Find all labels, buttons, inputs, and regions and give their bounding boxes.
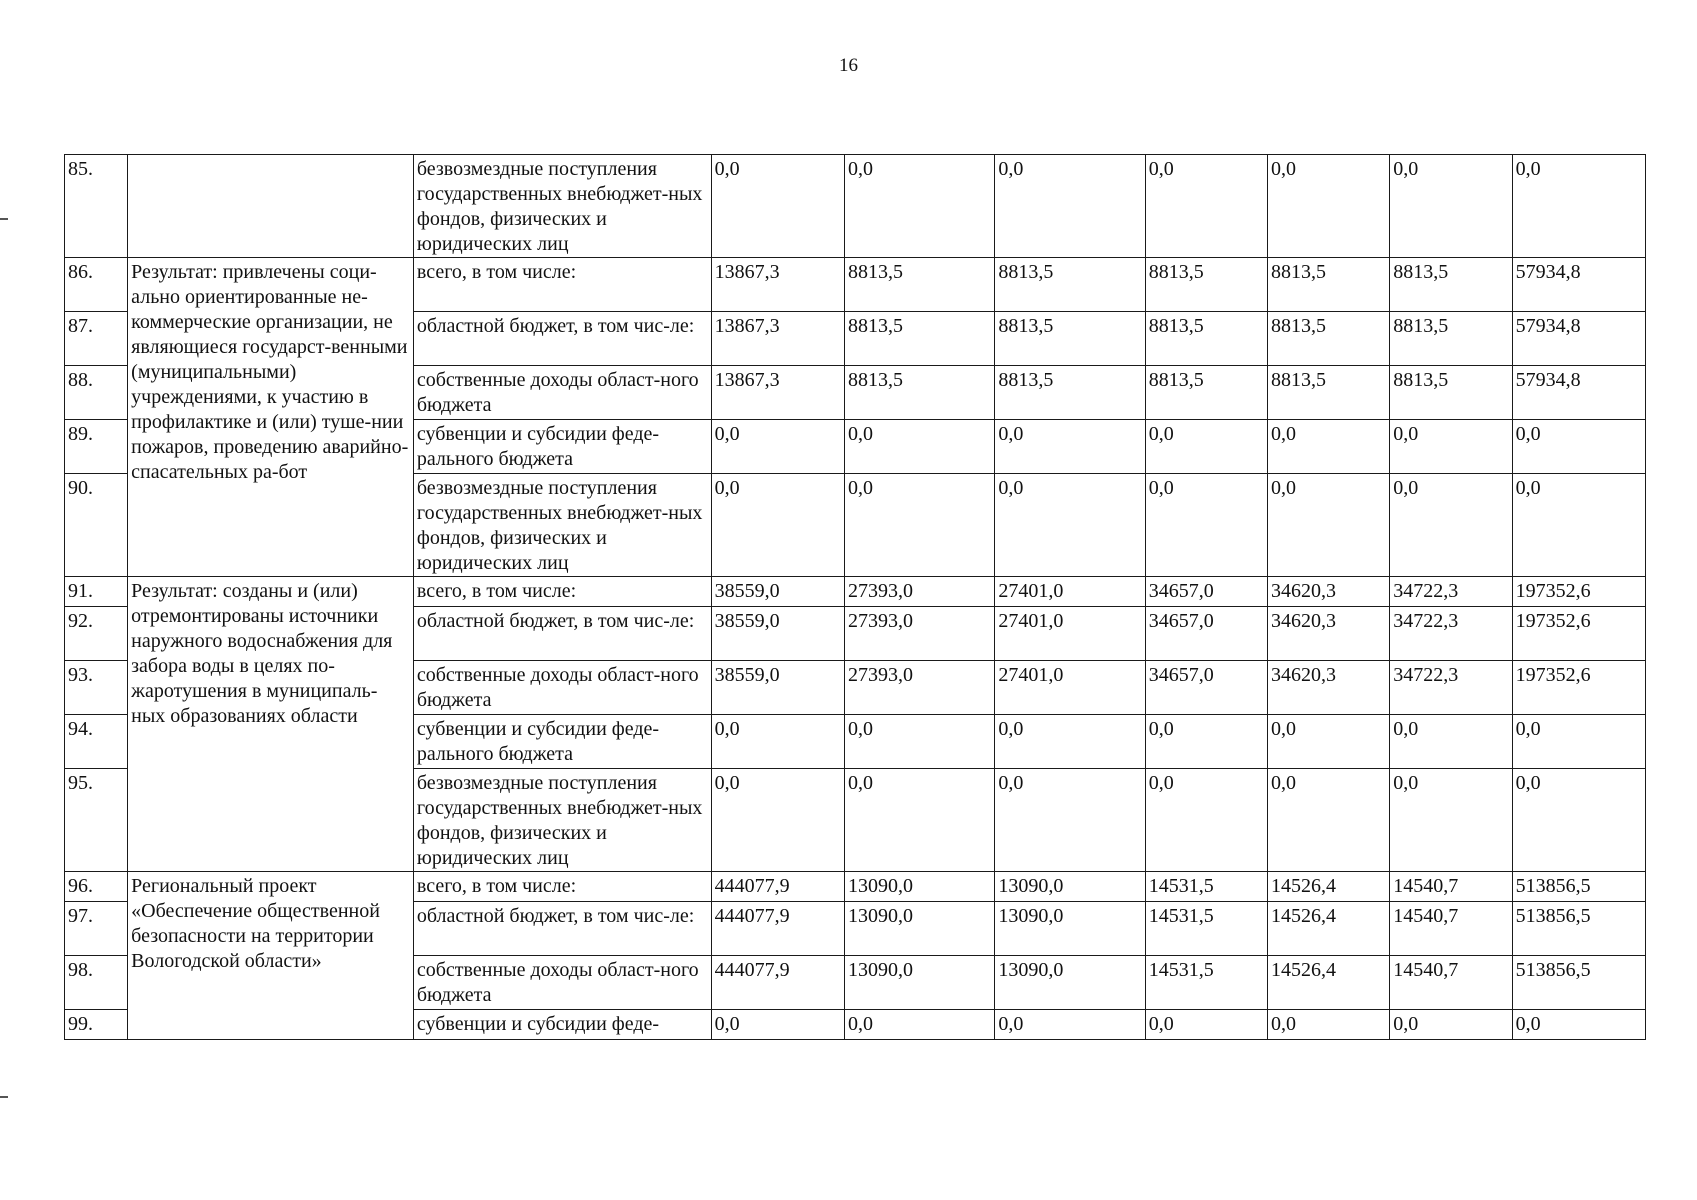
amount-cell: 0,0: [1512, 769, 1645, 872]
amount-cell: 444077,9: [711, 902, 844, 956]
amount-cell: 34722,3: [1390, 661, 1512, 715]
scan-speck: [0, 218, 8, 220]
funding-source: безвозмездные поступления государственных внебюджет-ных фондов, физических и юридических лиц: [413, 769, 711, 872]
amount-cell: 8813,5: [1390, 366, 1512, 420]
amount-cell: 197352,6: [1512, 661, 1645, 715]
amount-cell: 0,0: [1512, 715, 1645, 769]
amount-cell: 8813,5: [1145, 366, 1267, 420]
amount-cell: 34657,0: [1145, 577, 1267, 607]
amount-cell: 13090,0: [844, 872, 994, 902]
row-number: 92.: [65, 607, 128, 661]
amount-cell: 57934,8: [1512, 258, 1645, 312]
amount-cell: 8813,5: [995, 258, 1145, 312]
amount-cell: 8813,5: [995, 366, 1145, 420]
row-number: 89.: [65, 420, 128, 474]
amount-cell: 8813,5: [1268, 366, 1390, 420]
amount-cell: 0,0: [1390, 420, 1512, 474]
row-number: 88.: [65, 366, 128, 420]
amount-cell: 14540,7: [1390, 956, 1512, 1010]
amount-cell: 0,0: [1390, 715, 1512, 769]
amount-cell: 14531,5: [1145, 956, 1267, 1010]
amount-cell: 38559,0: [711, 577, 844, 607]
amount-cell: 8813,5: [1145, 312, 1267, 366]
amount-cell: 0,0: [1390, 155, 1512, 258]
amount-cell: 13090,0: [995, 872, 1145, 902]
row-number: 99.: [65, 1010, 128, 1040]
amount-cell: 13090,0: [844, 902, 994, 956]
amount-cell: 14526,4: [1268, 872, 1390, 902]
row-number: 97.: [65, 902, 128, 956]
row-number: 93.: [65, 661, 128, 715]
amount-cell: 0,0: [1145, 155, 1267, 258]
funding-source: областной бюджет, в том чис-ле:: [413, 312, 711, 366]
scan-speck: [0, 1096, 8, 1098]
amount-cell: 34722,3: [1390, 607, 1512, 661]
amount-cell: 0,0: [844, 769, 994, 872]
row-number: 95.: [65, 769, 128, 872]
amount-cell: 0,0: [1268, 715, 1390, 769]
row-number: 87.: [65, 312, 128, 366]
row-number: 86.: [65, 258, 128, 312]
amount-cell: 0,0: [1268, 420, 1390, 474]
amount-cell: 13090,0: [995, 956, 1145, 1010]
funding-source: безвозмездные поступления государственных внебюджет-ных фондов, физических и юридических лиц: [413, 155, 711, 258]
amount-cell: 0,0: [1145, 715, 1267, 769]
amount-cell: 27393,0: [844, 661, 994, 715]
funding-source: субвенции и субсидии феде-: [413, 1010, 711, 1040]
amount-cell: 0,0: [1145, 420, 1267, 474]
result-description: Результат: привлечены соци-ально ориентированные не-коммерческие организации, не являющиеся государст-венными (муниципальными) учреждениями, к участию в профилактике и (или) туше-нии пожаров, проведению аварийно-спасательных ра-бот: [128, 258, 414, 577]
amount-cell: 0,0: [1512, 474, 1645, 577]
amount-cell: 8813,5: [1145, 258, 1267, 312]
amount-cell: 197352,6: [1512, 607, 1645, 661]
amount-cell: 0,0: [711, 769, 844, 872]
amount-cell: 57934,8: [1512, 366, 1645, 420]
amount-cell: 0,0: [1390, 769, 1512, 872]
amount-cell: 0,0: [1268, 1010, 1390, 1040]
amount-cell: 0,0: [844, 155, 994, 258]
amount-cell: 13090,0: [844, 956, 994, 1010]
amount-cell: 8813,5: [844, 258, 994, 312]
amount-cell: 0,0: [1268, 769, 1390, 872]
amount-cell: 8813,5: [844, 312, 994, 366]
amount-cell: 8813,5: [1268, 258, 1390, 312]
amount-cell: 513856,5: [1512, 902, 1645, 956]
amount-cell: 8813,5: [1390, 312, 1512, 366]
amount-cell: 0,0: [844, 420, 994, 474]
amount-cell: 13090,0: [995, 902, 1145, 956]
amount-cell: 0,0: [1268, 155, 1390, 258]
amount-cell: 0,0: [1390, 474, 1512, 577]
funding-source: областной бюджет, в том чис-ле:: [413, 607, 711, 661]
table-row: [65, 258, 1646, 312]
row-number: 91.: [65, 577, 128, 607]
amount-cell: 0,0: [1145, 474, 1267, 577]
amount-cell: 57934,8: [1512, 312, 1645, 366]
amount-cell: 513856,5: [1512, 872, 1645, 902]
amount-cell: 13867,3: [711, 258, 844, 312]
amount-cell: 34620,3: [1268, 577, 1390, 607]
row-number: 96.: [65, 872, 128, 902]
amount-cell: 0,0: [1145, 1010, 1267, 1040]
table-row: [65, 577, 1646, 607]
amount-cell: 0,0: [1512, 155, 1645, 258]
amount-cell: 0,0: [1268, 474, 1390, 577]
amount-cell: 13867,3: [711, 312, 844, 366]
amount-cell: 0,0: [1512, 1010, 1645, 1040]
amount-cell: 197352,6: [1512, 577, 1645, 607]
budget-table: [64, 154, 1646, 1040]
funding-source: собственные доходы област-ного бюджета: [413, 956, 711, 1010]
amount-cell: 0,0: [995, 715, 1145, 769]
table-row: [65, 155, 1646, 258]
table-row: [65, 872, 1646, 902]
amount-cell: 27401,0: [995, 577, 1145, 607]
funding-source: безвозмездные поступления государственных внебюджет-ных фондов, физических и юридических лиц: [413, 474, 711, 577]
amount-cell: 27393,0: [844, 607, 994, 661]
amount-cell: 0,0: [1512, 420, 1645, 474]
amount-cell: 513856,5: [1512, 956, 1645, 1010]
funding-source: всего, в том числе:: [413, 872, 711, 902]
result-description: Результат: созданы и (или) отремонтированы источники наружного водоснабжения для забора воды в целях по-жаротушения в муниципаль-ных образованиях области: [128, 577, 414, 872]
row-number: 85.: [65, 155, 128, 258]
amount-cell: 0,0: [1390, 1010, 1512, 1040]
amount-cell: 27401,0: [995, 661, 1145, 715]
amount-cell: 34620,3: [1268, 661, 1390, 715]
amount-cell: 0,0: [995, 1010, 1145, 1040]
amount-cell: 0,0: [711, 420, 844, 474]
amount-cell: 34657,0: [1145, 661, 1267, 715]
row-number: 98.: [65, 956, 128, 1010]
amount-cell: 0,0: [711, 715, 844, 769]
amount-cell: 14526,4: [1268, 956, 1390, 1010]
amount-cell: 14526,4: [1268, 902, 1390, 956]
amount-cell: 27401,0: [995, 607, 1145, 661]
funding-source: собственные доходы област-ного бюджета: [413, 661, 711, 715]
amount-cell: 8813,5: [844, 366, 994, 420]
amount-cell: 27393,0: [844, 577, 994, 607]
amount-cell: 8813,5: [995, 312, 1145, 366]
amount-cell: 8813,5: [1390, 258, 1512, 312]
amount-cell: 38559,0: [711, 661, 844, 715]
amount-cell: 0,0: [844, 474, 994, 577]
amount-cell: 14540,7: [1390, 902, 1512, 956]
funding-source: собственные доходы област-ного бюджета: [413, 366, 711, 420]
amount-cell: 14540,7: [1390, 872, 1512, 902]
amount-cell: 14531,5: [1145, 872, 1267, 902]
amount-cell: 0,0: [711, 474, 844, 577]
page-number: 16: [839, 55, 858, 76]
amount-cell: 0,0: [844, 1010, 994, 1040]
amount-cell: 0,0: [844, 715, 994, 769]
amount-cell: 0,0: [995, 420, 1145, 474]
amount-cell: 34620,3: [1268, 607, 1390, 661]
amount-cell: 13867,3: [711, 366, 844, 420]
amount-cell: 0,0: [995, 155, 1145, 258]
funding-source: субвенции и субсидии феде-рального бюджета: [413, 420, 711, 474]
result-description: [128, 155, 414, 258]
amount-cell: 34657,0: [1145, 607, 1267, 661]
amount-cell: 34722,3: [1390, 577, 1512, 607]
amount-cell: 38559,0: [711, 607, 844, 661]
budget-table-body: [65, 155, 1646, 1040]
funding-source: субвенции и субсидии феде-рального бюджета: [413, 715, 711, 769]
funding-source: всего, в том числе:: [413, 258, 711, 312]
amount-cell: 8813,5: [1268, 312, 1390, 366]
amount-cell: 0,0: [711, 1010, 844, 1040]
amount-cell: 0,0: [711, 155, 844, 258]
amount-cell: 0,0: [995, 474, 1145, 577]
amount-cell: 444077,9: [711, 956, 844, 1010]
funding-source: всего, в том числе:: [413, 577, 711, 607]
funding-source: областной бюджет, в том чис-ле:: [413, 902, 711, 956]
amount-cell: 0,0: [995, 769, 1145, 872]
amount-cell: 444077,9: [711, 872, 844, 902]
amount-cell: 0,0: [1145, 769, 1267, 872]
amount-cell: 14531,5: [1145, 902, 1267, 956]
row-number: 90.: [65, 474, 128, 577]
result-description: Региональный проект «Обеспечение общественной безопасности на территории Вологодской области»: [128, 872, 414, 1040]
row-number: 94.: [65, 715, 128, 769]
